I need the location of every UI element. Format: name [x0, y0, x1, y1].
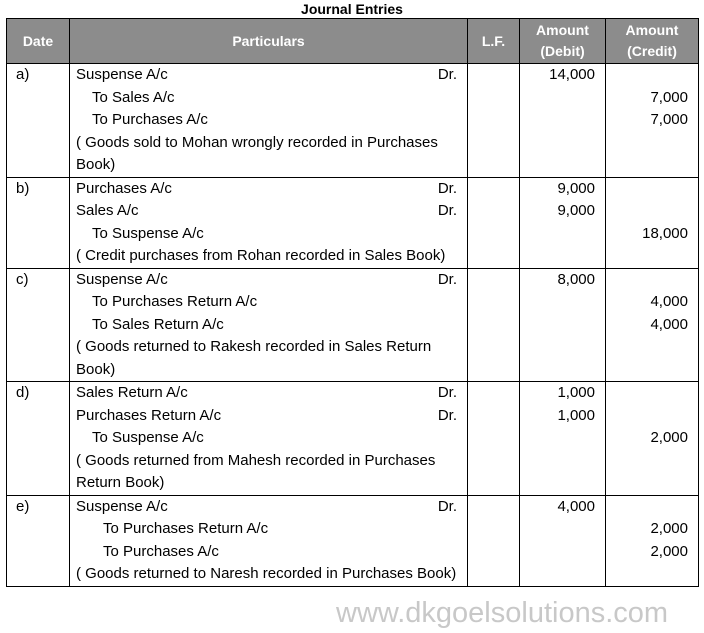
particulars-cell: [70, 495, 468, 586]
credit-cell: [606, 64, 699, 178]
header-date: Date: [7, 19, 70, 64]
narration: ( Credit purchases from Rohan recorded in Sales Book): [76, 247, 446, 264]
debit-cell: [520, 495, 606, 586]
dr-marker: Dr.: [437, 384, 457, 401]
header-lf: L.F.: [468, 19, 520, 64]
page-title: Journal Entries: [301, 1, 403, 17]
debit-amount: 4,000: [557, 497, 595, 515]
debit-amount: 9,000: [557, 202, 595, 219]
lf-cell: [468, 268, 520, 382]
credit-amount: [606, 269, 688, 292]
account-name: Suspense A/c: [76, 270, 168, 288]
credit-amount: 7,000: [650, 111, 688, 128]
debit-amount: [520, 109, 595, 132]
credit-amount: 18,000: [642, 224, 688, 242]
dr-marker: Dr.: [437, 202, 457, 219]
dr-marker: Dr.: [437, 66, 457, 83]
dr-marker: Dr.: [437, 179, 457, 197]
account-name: To Suspense A/c: [92, 429, 204, 446]
debit-amount: [520, 314, 595, 337]
account-name: To Purchases A/c: [103, 542, 219, 560]
entry-date: e): [16, 497, 30, 515]
credit-amount: [606, 64, 688, 87]
credit-amount: [606, 405, 688, 428]
dr-marker: Dr.: [437, 406, 457, 424]
particulars-cell: [70, 177, 468, 268]
account-name: To Purchases Return A/c: [92, 293, 258, 310]
header-debit-line2: (Debit): [540, 43, 585, 59]
account-name: To Purchases Return A/c: [103, 520, 269, 537]
account-name: Purchases A/c: [76, 179, 172, 197]
date-cell: [7, 495, 70, 586]
account-name: Sales Return A/c: [76, 384, 188, 401]
debit-cell: [520, 268, 606, 382]
account-name: To Sales A/c: [92, 88, 175, 106]
particulars-cell: [70, 382, 468, 496]
header-credit-line2: (Credit): [627, 43, 677, 59]
credit-amount: 4,000: [650, 315, 688, 333]
credit-cell: [606, 268, 699, 382]
account-name: To Suspense A/c: [92, 224, 204, 242]
debit-amount: [520, 223, 595, 246]
credit-amount: [606, 200, 688, 223]
lf-cell: [468, 64, 520, 178]
header-credit-line1: Amount: [625, 22, 679, 38]
debit-amount: [520, 87, 595, 110]
debit-amount: [520, 427, 595, 450]
narration: ( Goods returned to Naresh recorded in Purchases Book): [76, 565, 457, 582]
lf-cell: [468, 382, 520, 496]
credit-amount: [606, 178, 688, 201]
debit-amount: 1,000: [557, 384, 595, 401]
credit-amount: 2,000: [650, 542, 688, 560]
date-cell: [7, 268, 70, 382]
debit-amount: 9,000: [557, 179, 595, 197]
lf-cell: [468, 495, 520, 586]
credit-amount: 4,000: [650, 293, 688, 310]
debit-amount: [520, 518, 595, 541]
narration: ( Goods returned to Rakesh recorded in Sales Return Book): [76, 338, 432, 378]
debit-amount: [520, 291, 595, 314]
debit-amount: [520, 541, 595, 564]
dr-marker: Dr.: [437, 497, 457, 515]
credit-amount: 2,000: [650, 429, 688, 446]
particulars-cell: [70, 64, 468, 178]
entry-date: d): [16, 384, 30, 401]
debit-cell: [520, 64, 606, 178]
debit-amount: 14,000: [549, 66, 595, 83]
header-debit: [520, 19, 606, 64]
table-row: [7, 495, 699, 586]
debit-cell: [520, 382, 606, 496]
account-name: Suspense A/c: [76, 66, 168, 83]
account-name: Purchases Return A/c: [76, 406, 222, 424]
debit-cell: [520, 177, 606, 268]
debit-amount: 8,000: [557, 270, 595, 288]
date-cell: [7, 64, 70, 178]
credit-amount: [606, 496, 688, 519]
journal-body: [7, 64, 699, 587]
particulars-cell: [70, 268, 468, 382]
header-particulars: Particulars: [70, 19, 468, 64]
header-debit-line1: Amount: [536, 22, 589, 38]
credit-amount: 2,000: [650, 520, 688, 537]
narration: ( Goods returned from Mahesh recorded in Purchases Return Book): [76, 451, 436, 491]
entry-date: c): [16, 270, 29, 288]
credit-cell: [606, 177, 699, 268]
table-row: [7, 177, 699, 268]
account-name: Suspense A/c: [76, 497, 168, 515]
narration: ( Goods sold to Mohan wrongly recorded in Purchases Book): [76, 133, 438, 173]
entry-date: a): [16, 66, 30, 83]
credit-amount: 7,000: [650, 88, 688, 106]
date-cell: [7, 382, 70, 496]
account-name: Sales A/c: [76, 202, 139, 219]
entry-date: b): [16, 179, 30, 197]
credit-cell: [606, 495, 699, 586]
lf-cell: [468, 177, 520, 268]
account-name: To Purchases A/c: [92, 111, 208, 128]
header-credit: [606, 19, 699, 64]
table-row: [7, 64, 699, 178]
credit-amount: [606, 382, 688, 405]
table-row: [7, 268, 699, 382]
dr-marker: Dr.: [437, 270, 457, 288]
table-row: [7, 382, 699, 496]
header-row: [7, 19, 699, 64]
journal-table: [6, 18, 699, 587]
watermark: www.dkgoelsolutions.com: [336, 597, 669, 629]
debit-amount: 1,000: [557, 406, 595, 424]
date-cell: [7, 177, 70, 268]
credit-cell: [606, 382, 699, 496]
account-name: To Sales Return A/c: [92, 315, 224, 333]
